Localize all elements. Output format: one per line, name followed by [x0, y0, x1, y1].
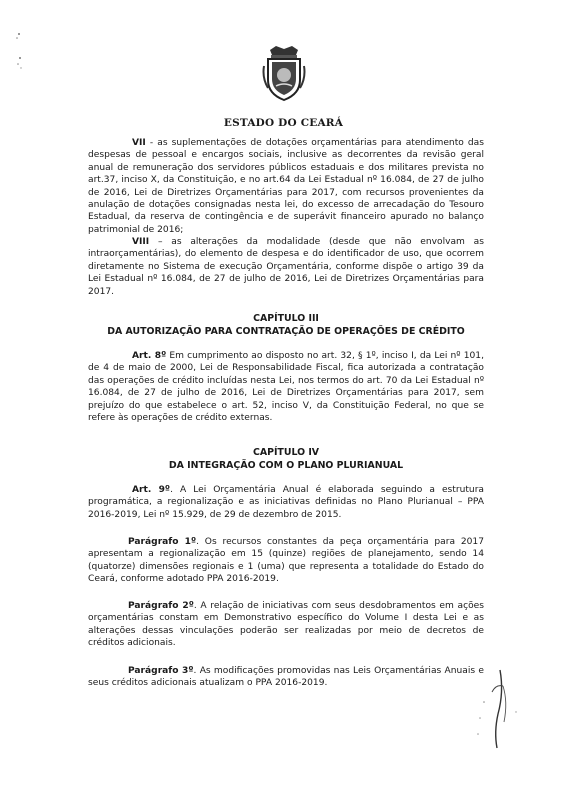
article-9-marker: Art. 9º — [132, 485, 171, 495]
chapter-iii-number: CAPÍTULO III — [253, 313, 319, 324]
inciso-vii-marker: VII — [132, 138, 146, 148]
inciso-viii — [88, 236, 484, 298]
article-9-text: . A Lei Orçamentária Anual é elaborada seguindo a estrutura programática, a regionalização e as iniciativas definidas no Plano Plurianual – PPA 2016-2019, Lei nº 15.929, de 29 de dezembro de 2015. — [88, 485, 484, 520]
article-9 — [88, 484, 484, 521]
paragraph-2-text: . A relação de iniciativas com seus desdobramentos em ações orçamentárias constam em Demonstrativo específico do Volume I desta Lei e as alterações dessas vinculações poderão ser realizadas por meio de decretos de créditos adicionais. — [88, 601, 484, 649]
chapter-iv-title: DA INTEGRAÇÃO COM O PLANO PLURIANUAL — [168, 460, 404, 471]
paragraph-2 — [88, 600, 484, 650]
article-8 — [88, 350, 484, 424]
article-8-marker: Art. 8º — [132, 351, 167, 361]
inciso-vii — [88, 137, 484, 236]
chapter-iv-number: CAPÍTULO IV — [252, 447, 320, 458]
paragraph-2-marker: Parágrafo 2º — [128, 601, 194, 611]
state-coat-of-arms-icon — [262, 44, 306, 102]
paragraph-1-text: . Os recursos constantes da peça orçamentária para 2017 apresentam a regionalização em 15 (quinze) regiões de planejamento, sendo 14 (quatorze) dimensões regionais e 1 (uma) que representa a totalidade do Estado do Ceará, conforme adotado PPA 2016-2019. — [88, 537, 484, 585]
paragraph-1-marker: Parágrafo 1º — [128, 537, 197, 547]
margin-scribble — [12, 28, 26, 72]
paragraph-3 — [88, 665, 484, 690]
inciso-vii-text: - as suplementações de dotações orçamentárias para atendimento das despesas de pessoal e encargos sociais, inclusive as decorrentes da revisão geral anual de remuneração dos servidores públicos estaduais e dos militares prevista no art.37, inciso X, da Constituição, e no art.64 da Lei Estadual nº 16.084, de 27 de julho de 2016, Lei de Diretrizes Orçamentárias para 2017, com recursos provenientes da anulação de dotações consignadas nesta lei, do excesso de arrecadação do Tesouro Estadual, da reserva de contingência e de superávit financeiro apurado no balanço patrimonial de 2016; — [88, 138, 484, 235]
paragraph-3-marker: Parágrafo 3º — [128, 666, 194, 676]
paragraph-3-text: . As modificações promovidas nas Leis Orçamentárias Anuais e seus créditos adicionais atualizam o PPA 2016-2019. — [88, 666, 484, 689]
handwritten-signature — [470, 662, 530, 752]
chapter-iii-title: DA AUTORIZAÇÃO PARA CONTRATAÇÃO DE OPERAÇÕES DE CRÉDITO — [107, 326, 465, 337]
inciso-viii-text: – as alterações da modalidade (desde que não envolvam as intraorçamentárias), do elemento de despesa e do identificador de uso, que ocorrem diretamente no Sistema de execução Orçamentária, conforme dispõe o artigo 39 da Lei Estadual nº 16.084, de 27 de julho de 2016, Lei de Diretrizes Orçamentárias para 2017. — [88, 237, 484, 297]
state-title: ESTADO DO CEARÁ — [223, 117, 344, 129]
inciso-viii-marker: VIII — [132, 237, 150, 247]
paragraph-1 — [88, 536, 484, 586]
article-8-text: Em cumprimento ao disposto no art. 32, § 1º, inciso I, da Lei nº 101, de 4 de maio de 2000, Lei de Responsabilidade Fiscal, fica autorizada a contratação das operações de crédito incluídas nesta Lei, nos termos do art. 70 da Lei Estadual nº 16.084, de 27 de julho de 2016, Lei de Diretrizes Orçamentárias para 2017, sem prejuízo do que estabelece o art. 52, inciso V, da Constituição Federal, no que se refere às operações de crédito externas. — [88, 351, 484, 424]
